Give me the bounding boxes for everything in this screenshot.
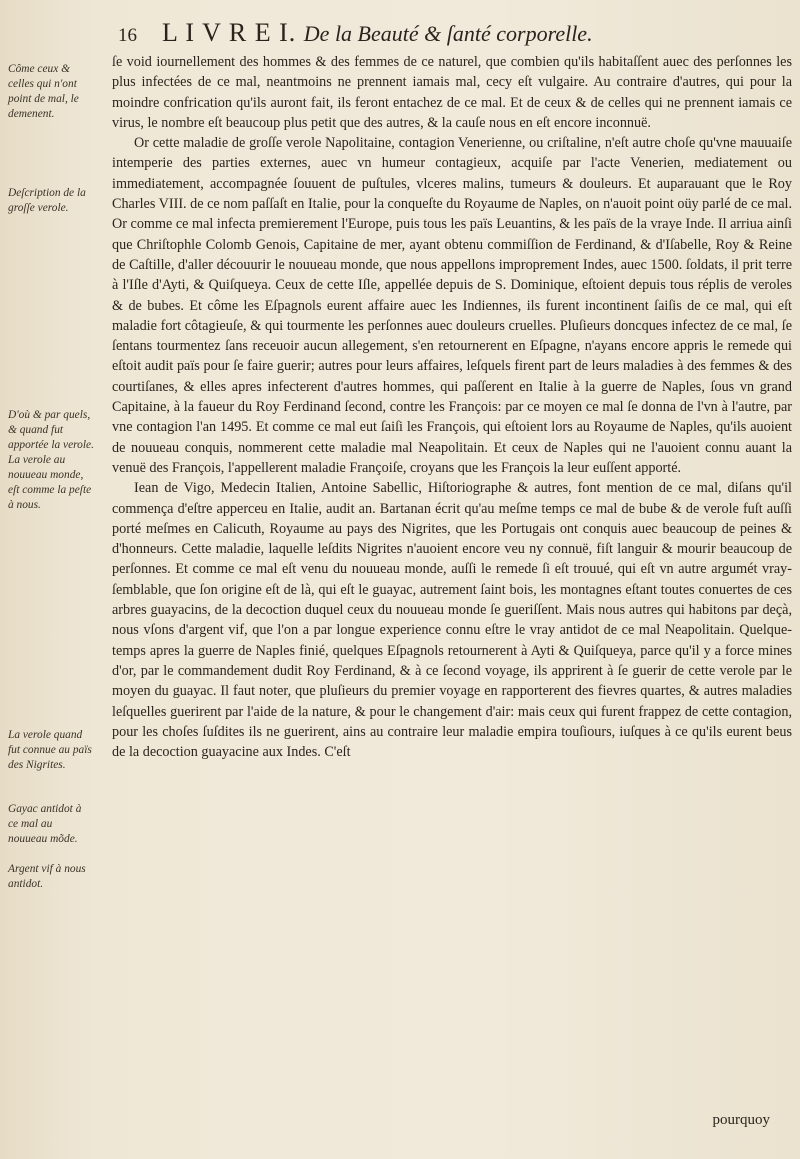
page-number: 16 [118,25,137,46]
catchword: pourquoy [712,1112,770,1128]
running-title-main: L I V R E I. [162,18,297,47]
marginal-note: D'où & par quels, & quand fut apportée la verole. La verole au nouueau monde, eſt comme la peſte à nous. [8,409,94,511]
paragraph: Or cette maladie de groſſe verole Napolitaine, contagion Venerienne, ou criſtaline, n'eſt autre choſe qu'vne mauuaiſe intemperie des parties externes, auec vn humeur contagieux, acquiſe par l'acte Venerien, mediatement ou immediatement, accompagnée ſouuent de puſtules, vlceres malins, tumeurs & douleurs. Et auparauant que le Roy Charles VIII. de ce nom paſſaſt en Italie, pour la conqueſte du Royaume de Naples, on n'auoit point oüy parlé de ce mal. Or comme ce mal infecta premierement l'Europe, puis tous les païs Leuantins, & les païs de la vraye Inde. Il arriua ainſi que Chriſtophle Colomb Genois, Capitaine de mer, ayant obtenu commiſſion de Ferdinand, & d'Iſabelle, Roy & Reine de Caſtille, d'aller découurir le nouueau monde, que nous appellons improprement Indes, auec 1500. ſoldats, il prit terre à l'Iſle d'Ayti, & Quiſqueya. Ceux de cette Iſle, appellée depuis de S. Dominique, eſtoient depuis tous réplis de veroles & de bubes. Et côme les Eſpagnols eurent affaire auec les Indiennes, ils furent incontinent ſaiſis de ce mal, qui eſt maladie fort côtagieuſe, & qui tourmente les perſonnes auec douleurs cruelles. Pluſieurs doncques infectez de ce mal, ſe ſentans tourmentez ſans receuoir aucun allegement, s'en retournerent en Eſpagne, n'ayans encore appris le remede qui eſtoit audit païs pour ſe faire guerir; autres pour leurs affaires, leſquels firent part de leurs maladies à des femmes & des courtiſanes, & elles apres infecterent d'autres hommes, qui paſſerent en Italie à la guerre de Naples, ſous vn grand Capitaine, à la faueur du Roy Ferdinand ſecond, contre les François: par ce moyen ce mal ſe donna de l'vn à l'autre, par vne contagion l'an 1495. Et comme ce mal eut ſaiſi les François, qui eſtoient lors au Royaume de Naples, qu'ils auoient de nouueau conquis, nommerent cette maladie mal Neapolitain. Et ceux de Naples qui ne l'auoient connu auant la venuë des François, l'appellerent maladie Françoiſe, croyans que les François la leur euſſent apporté. [112,135,792,476]
marginal-note: Gayac antidot à ce mal au nouueau mõde. [8,803,82,845]
marginal-note: Argent vif à nous antidot. [8,863,86,890]
running-title-italic: De la Beauté & ſanté corporelle. [303,21,593,46]
running-header [118,18,780,52]
marginal-note: Côme ceux & celles qui n'ont point de mal, le demenent. [8,63,79,120]
marginal-note: La verole quand fut connue au païs des Nigrites. [8,729,92,771]
paragraph: Iean de Vigo, Medecin Italien, Antoine Sabellic, Hiſtoriographe & autres, font mention de ce mal, diſans qu'il commença d'eſtre apperceu en Italie, audit an. Bartanan écrit qu'au meſme temps ce mal de bube & de verole fuſt auſſi porté meſmes en Calicuth, Royaume au pays des Nigrites, que les Portugais ont conquis auec beaucoup de peines & d'honneurs. Cette maladie, laquelle leſdits Nigrites n'auoient encore veu ny connuë, fiſt languir & mourir beaucoup de perſonnes. Et comme ce mal eſt venu du nouueau monde, auſſi le remede ſi eſt trouué, qui eſt vn autre argumét vray-ſemblable, que ſon origine eſt de là, qui eſt le guayac, autrement ſaint bois, les montagnes eſtant toutes conuertes de ces arbres guayacins, de la decoction duquel ceux du nouueau monde ſe gueriſſent. Mais nous autres qui habitons par deçà, nous vſons d'argent vif, que l'on a par longue experience connu eſtre le vray antidot de ce mal Neapolitain. Quelque-temps apres la guerre de Naples finié, quelques Eſpagnols retournerent à Ayti & Quiſqueya, parce qu'il y a force mines d'or, par le commandement dudit Roy Ferdinand, & à ce ſecond voyage, ils apprirent à ſe guerir de cette verole par le moyen du guayac. Il faut noter, que pluſieurs du premier voyage en rapporterent des fievres quartes, & autres maladies leſquelles guerirent par l'aide de la nature, & pour le changement d'air: mais ceux qui furent frappez de cette contagion, pour les choſes ſuſdites ils ne guerirent, ains au contraire leur maladie empira touſiours, iuſques à ce qu'ils eurent beus de la decoction guayacine aux Indes. C'eſt [112,480,792,761]
marginal-note: Deſcription de la groſſe verole. [8,187,86,214]
paragraph: ſe void iournellement des hommes & des femmes de ce naturel, que combien qu'ils habitaſſent auec des perſonnes les plus infectées de ce mal, neantmoins ne prennent iamais mal, cecy eſt vulgaire. Au contraire d'autres, qui pour la moindre confrication qu'ils auront fait, ils feront entachez de ce mal. Et de ceux & de celles qui ne prennent iamais ce virus, le nombre eſt beaucoup plus petit que des autres, & la cauſe nous en eſt encore inconnuë. [112,54,792,131]
body-text [112,52,792,762]
running-title [162,18,593,48]
